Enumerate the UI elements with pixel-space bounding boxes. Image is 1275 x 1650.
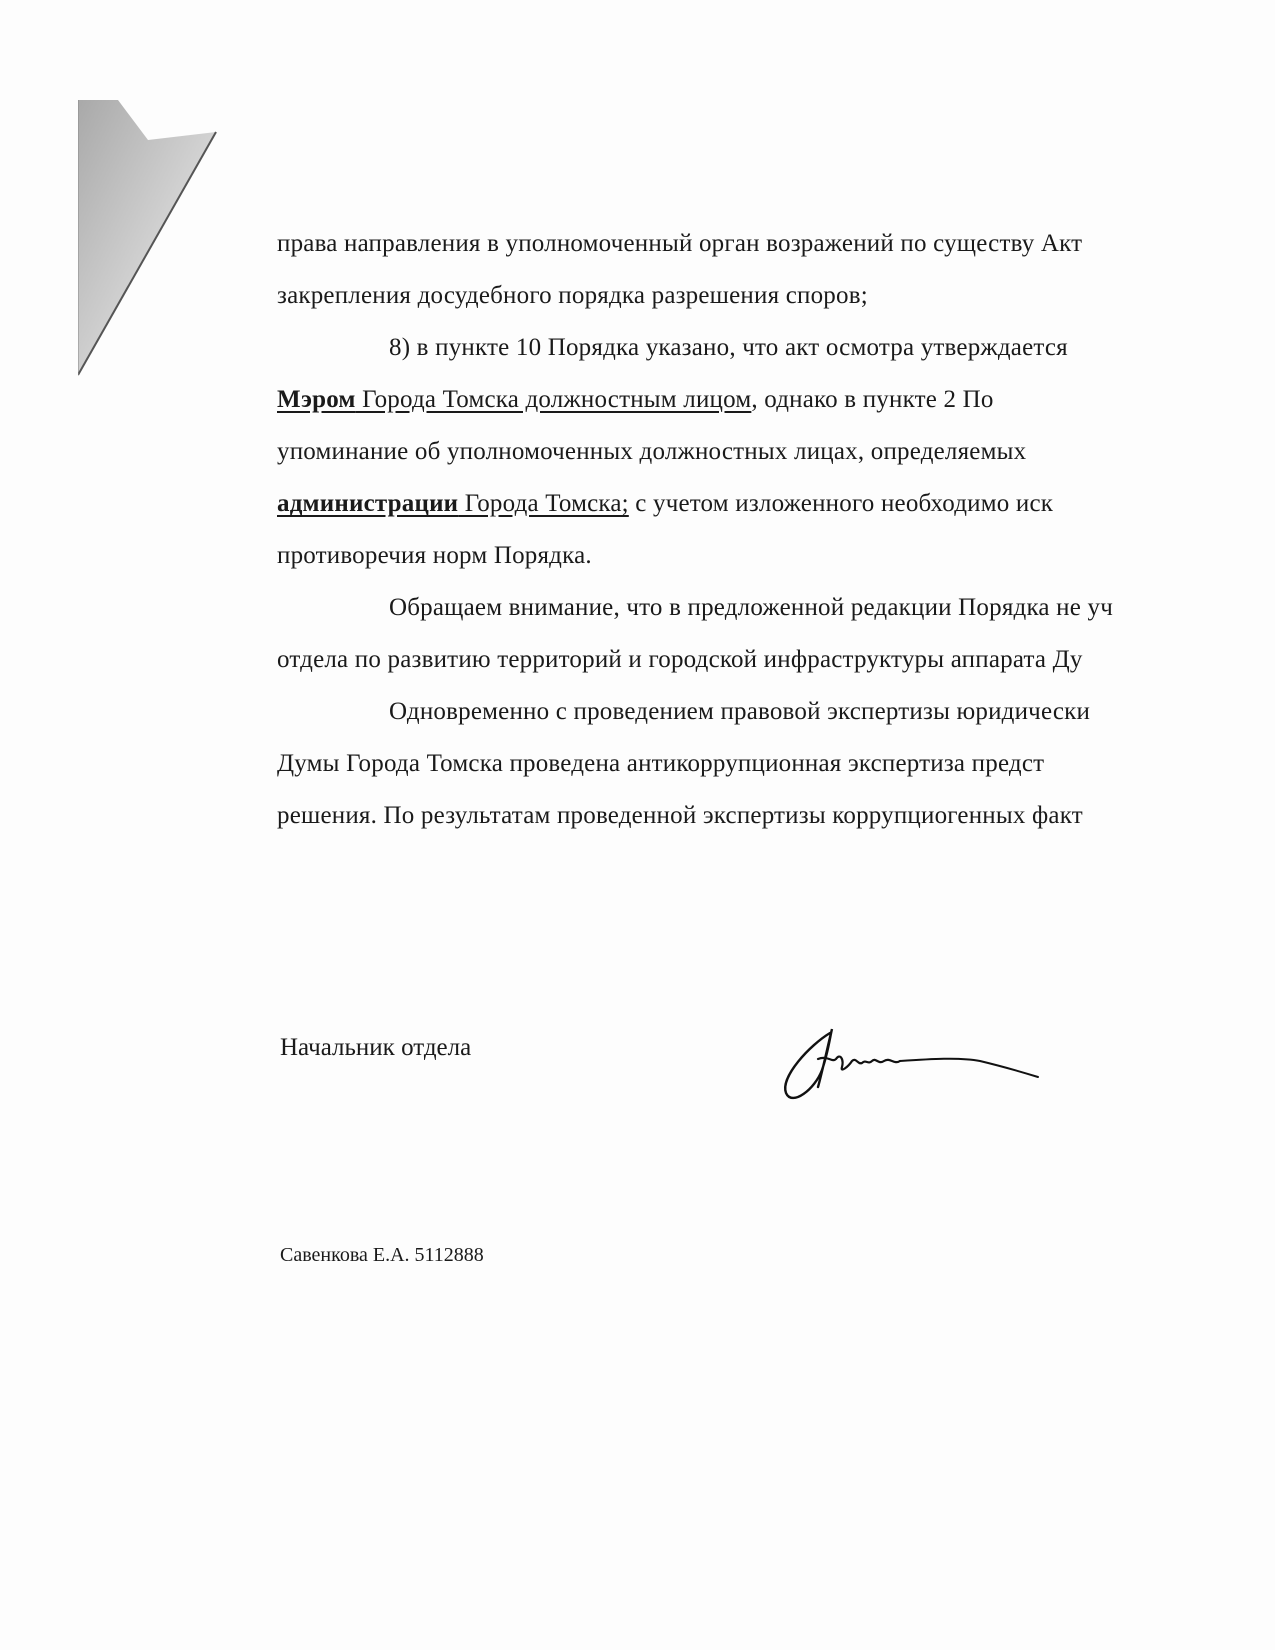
bold-term: Мэром [277, 386, 356, 413]
body-line: отдела по развитию территорий и городской инфраструктуры аппарата Ду [277, 646, 1083, 673]
line-rest: с учетом изложенного необходимо иск [628, 490, 1054, 517]
contact-line: Савенкова Е.А. 5112888 [280, 1244, 484, 1266]
body-line: закрепления досудебного порядка разрешения споров; [277, 282, 868, 309]
underlined-phrase: Города Томска должностным лицом [355, 386, 752, 413]
underlined-phrase: Города Томска; [458, 490, 629, 517]
body-line: права направления в уполномоченный орган возражений по существу Акт [277, 230, 1083, 257]
body-line: Одновременно с проведением правовой экспертизы юридически [389, 698, 1091, 725]
line-rest: , однако в пункте 2 По [751, 386, 994, 413]
body-line: Думы Города Томска проведена антикоррупционная экспертиза предст [277, 750, 1045, 777]
body-line-mayor [277, 374, 1275, 426]
scan-edge-artifact [78, 100, 228, 390]
handwritten-signature [770, 1015, 1100, 1125]
body-line: 8) в пункте 10 Порядка указано, что акт осмотра утверждается [389, 334, 1068, 361]
body-line-administration [277, 478, 1275, 530]
body-text [277, 218, 1275, 842]
body-line: решения. По результатам проведенной экспертизы коррупциогенных факт [277, 802, 1083, 829]
position-title: Начальник отдела [280, 1034, 472, 1061]
bold-term: администрации [277, 490, 459, 517]
body-line: упоминание об уполномоченных должностных лицах, определяемых [277, 438, 1027, 465]
body-line: Обращаем внимание, что в предложенной редакции Порядка не уч [389, 594, 1113, 621]
body-line: противоречия норм Порядка. [277, 542, 592, 569]
